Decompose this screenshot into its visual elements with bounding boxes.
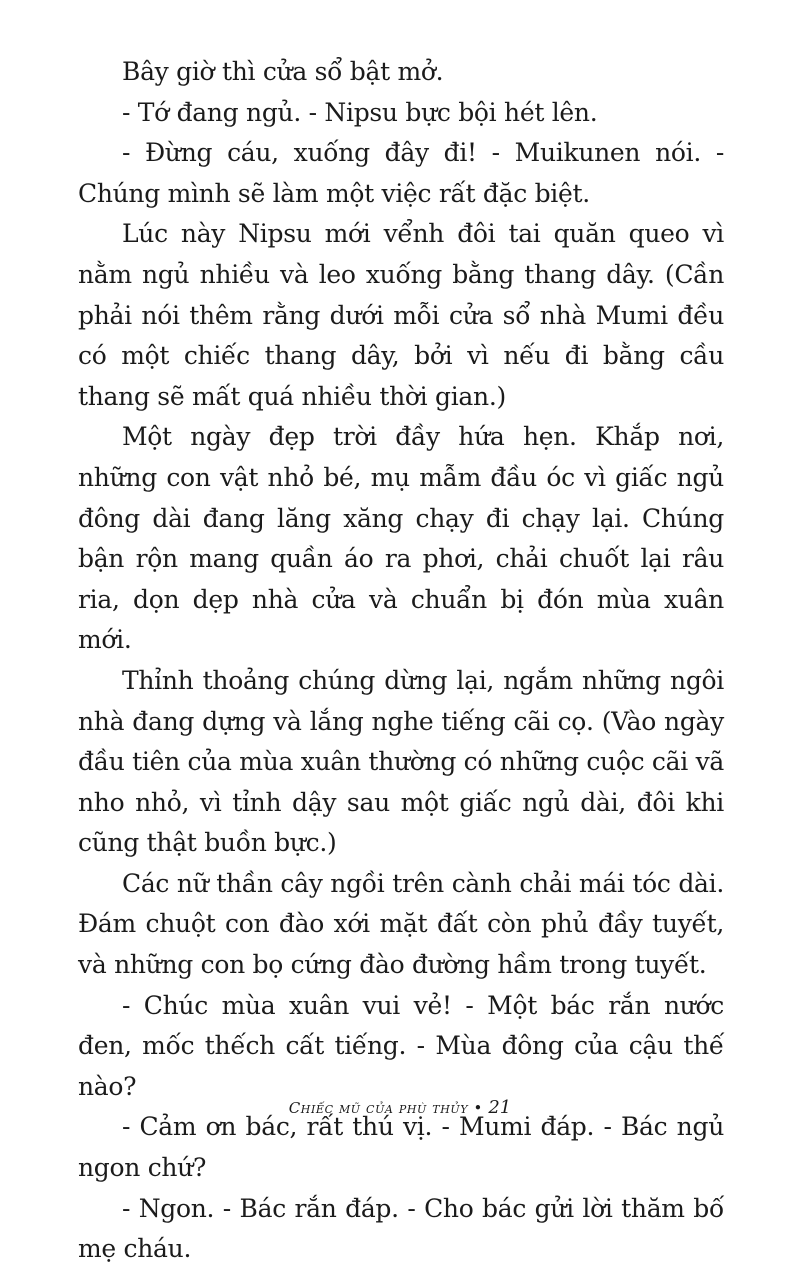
- footer-separator: •: [473, 1099, 483, 1117]
- paragraph-1: Bây giờ thì cửa sổ bật mở.: [122, 57, 444, 86]
- paragraph-8: - Chúc mùa xuân vui vẻ! - Một bác rắn nước đen, mốc thếch cất tiếng. - Mùa đông của cậu thế nào?: [78, 990, 724, 1101]
- paragraph-5: Một ngày đẹp trời đầy hứa hẹn. Khắp nơi, những con vật nhỏ bé, mụ mẫm đầu óc vì giấc ngủ đông dài đang lăng xăng chạy đi chạy lại. Chúng bận rộn mang quần áo ra phơi, chải chuốt lại râu ria, dọn dẹp nhà cửa và chuẩn bị đón mùa xuân mới.: [78, 422, 724, 655]
- paragraph-7: Các nữ thần cây ngồi trên cành chải mái tóc dài. Đám chuột con đào xới mặt đất còn phủ đầy tuyết, và những con bọ cứng đào đường hầm trong tuyết.: [78, 868, 724, 980]
- paragraph-6: Thỉnh thoảng chúng dừng lại, ngắm những ngôi nhà đang dựng và lắng nghe tiếng cãi cọ. (Vào ngày đầu tiên của mùa xuân thường có những cuộc cãi vã nho nhỏ, vì tỉnh dậy sau một giấc ngủ dài, đôi khi cũng thật buồn bực.): [78, 665, 725, 858]
- paragraph-9: - Cảm ơn bác, rất thú vị. - Mumi đáp. - Bác ngủ ngon chứ?: [78, 1112, 724, 1183]
- book-title: Chiếc mũ của phù thủy: [288, 1099, 469, 1117]
- paragraph-2: - Tớ đang ngủ. - Nipsu bực bội hét lên.: [122, 97, 598, 127]
- paragraph-10: - Ngon. - Bác rắn đáp. - Cho bác gửi lời thăm bố mẹ cháu.: [78, 1193, 724, 1264]
- running-footer: [0, 1097, 800, 1118]
- paragraph-4: Lúc này Nipsu mới vểnh đôi tai quăn queo vì nằm ngủ nhiều và leo xuống bằng thang dây. (Cần phải nói thêm rằng dưới mỗi cửa sổ nhà Mumi đều có một chiếc thang dây, bởi vì nếu đi bằng cầu thang sẽ mất quá nhiều thời gian.): [78, 219, 724, 411]
- paragraph-3: - Đừng cáu, xuống đây đi! - Muikunen nói. - Chúng mình sẽ làm một việc rất đặc biệt.: [78, 138, 724, 208]
- page-number: 21: [488, 1097, 512, 1118]
- body-text: [78, 52, 724, 1270]
